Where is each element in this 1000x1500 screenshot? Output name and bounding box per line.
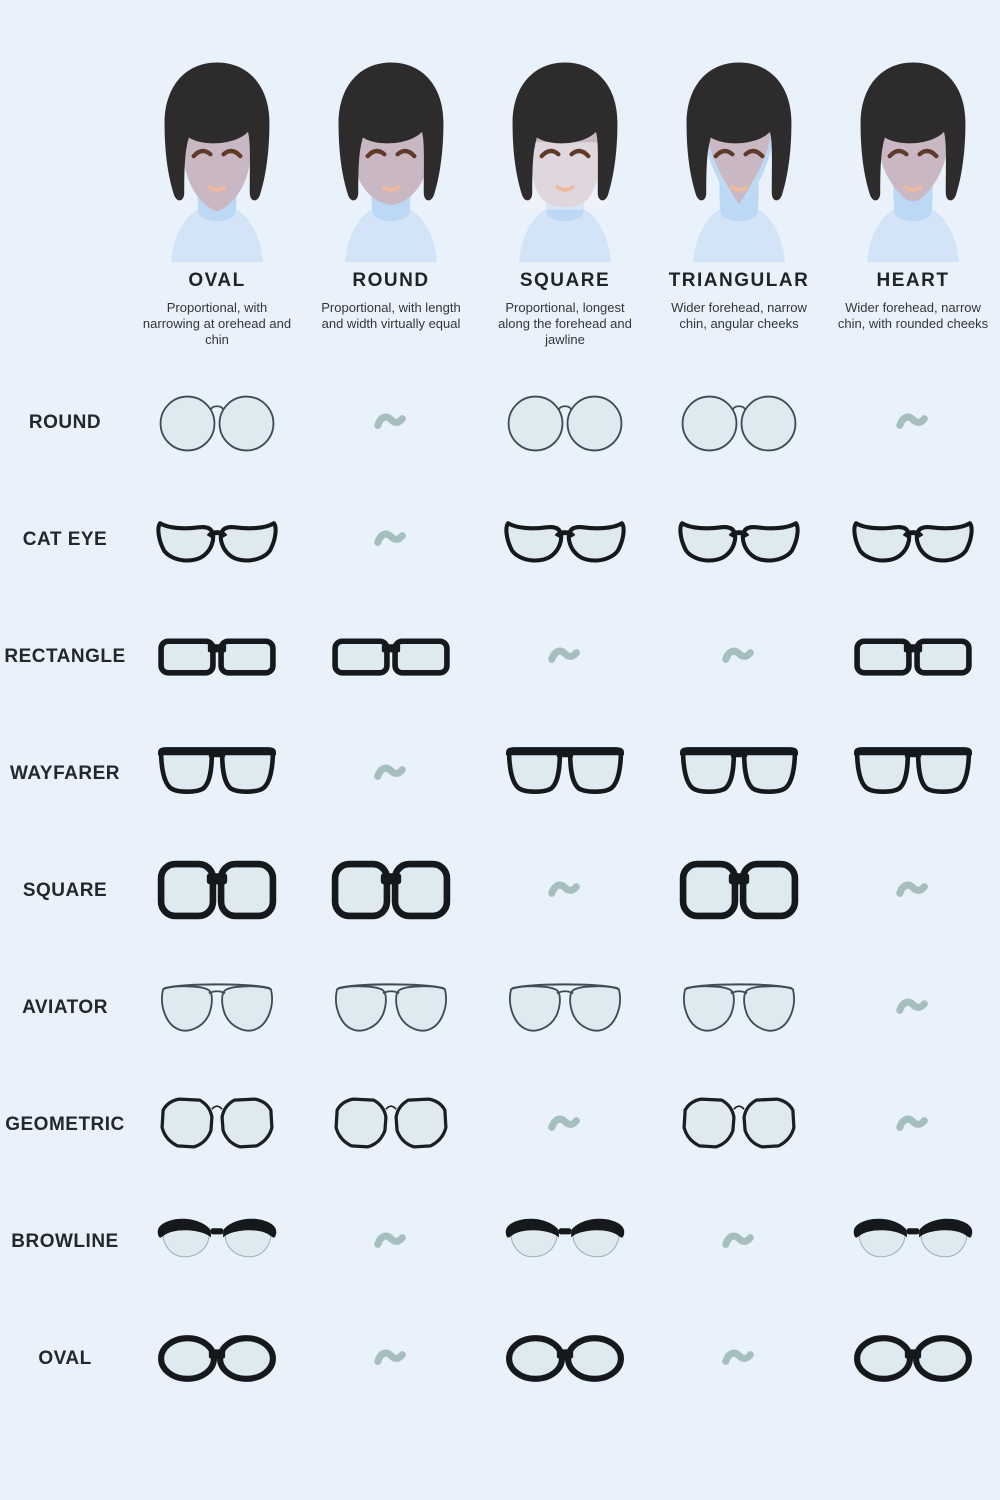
cell-aviator-glasses	[130, 949, 304, 1066]
cell-tilde	[652, 598, 826, 715]
cell-cateye-glasses	[478, 481, 652, 598]
cell-rectangle-glasses	[826, 598, 1000, 715]
tilde-icon	[896, 880, 930, 901]
row-label: ROUND	[28, 411, 102, 433]
cell-browline-glasses	[826, 1183, 1000, 1300]
tilde-icon	[548, 1114, 582, 1135]
face-column-triangular	[652, 56, 826, 348]
cateye-glasses-icon	[156, 509, 278, 570]
cell-geometric-glasses	[652, 1066, 826, 1183]
compatibility-grid	[0, 364, 1000, 1417]
geometric-glasses-icon	[678, 1094, 800, 1155]
rectangle-glasses-icon	[330, 626, 452, 687]
oval-face-illustration	[137, 56, 297, 262]
cell-aviator-glasses	[478, 949, 652, 1066]
wayfarer-glasses-icon	[504, 743, 626, 804]
tilde-icon	[374, 763, 408, 784]
aviator-glasses-icon	[330, 977, 452, 1038]
square-overlay	[524, 142, 606, 209]
tilde-icon	[374, 412, 408, 433]
rectangle-glasses-icon	[156, 626, 278, 687]
face-column-oval	[130, 56, 304, 348]
style-row-square	[0, 832, 1000, 949]
tilde-icon	[548, 880, 582, 901]
cell-tilde	[478, 832, 652, 949]
aviator-glasses-icon	[504, 977, 626, 1038]
face-column-round	[304, 56, 478, 348]
cell-cateye-glasses	[652, 481, 826, 598]
cateye-glasses-icon	[852, 509, 974, 570]
round-glasses-icon	[678, 392, 800, 453]
row-label: AVIATOR	[22, 996, 108, 1018]
cell-browline-glasses	[130, 1183, 304, 1300]
tilde-icon	[722, 646, 756, 667]
tilde-icon	[374, 1231, 408, 1252]
cell-square-glasses	[304, 832, 478, 949]
cell-tilde	[304, 364, 478, 481]
cell-browline-glasses	[478, 1183, 652, 1300]
tilde-icon	[548, 646, 582, 667]
cell-tilde	[652, 1183, 826, 1300]
face-shape-name: OVAL	[188, 270, 246, 291]
face-shape-description: Wider forehead, narrow chin, angular cheeks	[671, 300, 807, 331]
cell-square-glasses	[652, 832, 826, 949]
style-row-round	[0, 364, 1000, 481]
aviator-glasses-icon	[678, 977, 800, 1038]
cell-wayfarer-glasses	[652, 715, 826, 832]
row-label: WAYFARER	[10, 762, 120, 784]
row-label: GEOMETRIC	[5, 1113, 125, 1135]
tilde-icon	[374, 529, 408, 550]
cell-tilde	[304, 715, 478, 832]
round-face-illustration	[311, 56, 471, 262]
round-glasses-icon	[504, 392, 626, 453]
row-label: RECTANGLE	[4, 645, 126, 667]
cell-square-glasses	[130, 832, 304, 949]
cell-tilde	[478, 1066, 652, 1183]
style-row-oval	[0, 1300, 1000, 1417]
browline-glasses-icon	[852, 1211, 974, 1272]
face-column-heart	[826, 56, 1000, 348]
face-shape-name: SQUARE	[519, 270, 611, 291]
tilde-icon	[896, 412, 930, 433]
cell-wayfarer-glasses	[478, 715, 652, 832]
browline-glasses-icon	[156, 1211, 278, 1272]
style-row-browline	[0, 1183, 1000, 1300]
square-glasses-icon	[156, 860, 278, 921]
cell-oval-glasses	[130, 1300, 304, 1417]
tilde-icon	[374, 1348, 408, 1369]
cell-wayfarer-glasses	[130, 715, 304, 832]
square-face-illustration	[485, 56, 645, 262]
row-label: BROWLINE	[11, 1230, 119, 1252]
tilde-icon	[722, 1231, 756, 1252]
face-column-square	[478, 56, 652, 348]
face-shape-description: Proportional, with length and width virtually equal	[321, 300, 461, 331]
cell-tilde	[304, 1183, 478, 1300]
wayfarer-glasses-icon	[678, 743, 800, 804]
oval-glasses-icon	[852, 1328, 974, 1389]
triangular-face-illustration	[659, 56, 819, 262]
cell-aviator-glasses	[652, 949, 826, 1066]
cell-round-glasses	[652, 364, 826, 481]
heart-face-illustration	[833, 56, 993, 262]
face-shape-description: Wider forehead, narrow chin, with rounded cheeks	[837, 300, 989, 331]
geometric-glasses-icon	[330, 1094, 452, 1155]
row-label: SQUARE	[22, 879, 108, 901]
style-row-aviator	[0, 949, 1000, 1066]
cell-tilde	[478, 598, 652, 715]
cell-oval-glasses	[826, 1300, 1000, 1417]
face-shape-name: HEART	[876, 270, 950, 291]
cell-round-glasses	[130, 364, 304, 481]
wayfarer-glasses-icon	[156, 743, 278, 804]
cell-tilde	[652, 1300, 826, 1417]
cell-aviator-glasses	[304, 949, 478, 1066]
cell-cateye-glasses	[826, 481, 1000, 598]
geometric-glasses-icon	[156, 1094, 278, 1155]
cateye-glasses-icon	[678, 509, 800, 570]
cell-tilde	[826, 1066, 1000, 1183]
round-glasses-icon	[156, 392, 278, 453]
face-shapes-header	[0, 0, 1000, 348]
row-label: CAT EYE	[22, 528, 108, 550]
square-glasses-icon	[330, 860, 452, 921]
face-shape-description: Proportional, longest along the forehead and jawline	[498, 300, 632, 347]
style-row-rectangle	[0, 598, 1000, 715]
browline-glasses-icon	[504, 1211, 626, 1272]
cell-tilde	[826, 364, 1000, 481]
cell-oval-glasses	[478, 1300, 652, 1417]
tilde-icon	[722, 1348, 756, 1369]
cell-tilde	[826, 949, 1000, 1066]
cell-rectangle-glasses	[130, 598, 304, 715]
wayfarer-glasses-icon	[852, 743, 974, 804]
style-row-wayfarer	[0, 715, 1000, 832]
cateye-glasses-icon	[504, 509, 626, 570]
cell-cateye-glasses	[130, 481, 304, 598]
tilde-icon	[896, 997, 930, 1018]
oval-glasses-icon	[156, 1328, 278, 1389]
oval-glasses-icon	[504, 1328, 626, 1389]
cell-tilde	[304, 1300, 478, 1417]
style-row-geometric	[0, 1066, 1000, 1183]
cell-rectangle-glasses	[304, 598, 478, 715]
face-shape-description: Proportional, with narrowing at orehead and chin	[142, 300, 292, 347]
tilde-icon	[896, 1114, 930, 1135]
rectangle-glasses-icon	[852, 626, 974, 687]
cell-geometric-glasses	[130, 1066, 304, 1183]
face-shape-name: ROUND	[352, 270, 430, 291]
aviator-glasses-icon	[156, 977, 278, 1038]
cell-wayfarer-glasses	[826, 715, 1000, 832]
row-label: OVAL	[38, 1347, 92, 1369]
face-shape-name: TRIANGULAR	[668, 270, 810, 291]
cell-tilde	[304, 481, 478, 598]
square-glasses-icon	[678, 860, 800, 921]
style-row-cateye	[0, 481, 1000, 598]
cell-geometric-glasses	[304, 1066, 478, 1183]
cell-tilde	[826, 832, 1000, 949]
cell-round-glasses	[478, 364, 652, 481]
